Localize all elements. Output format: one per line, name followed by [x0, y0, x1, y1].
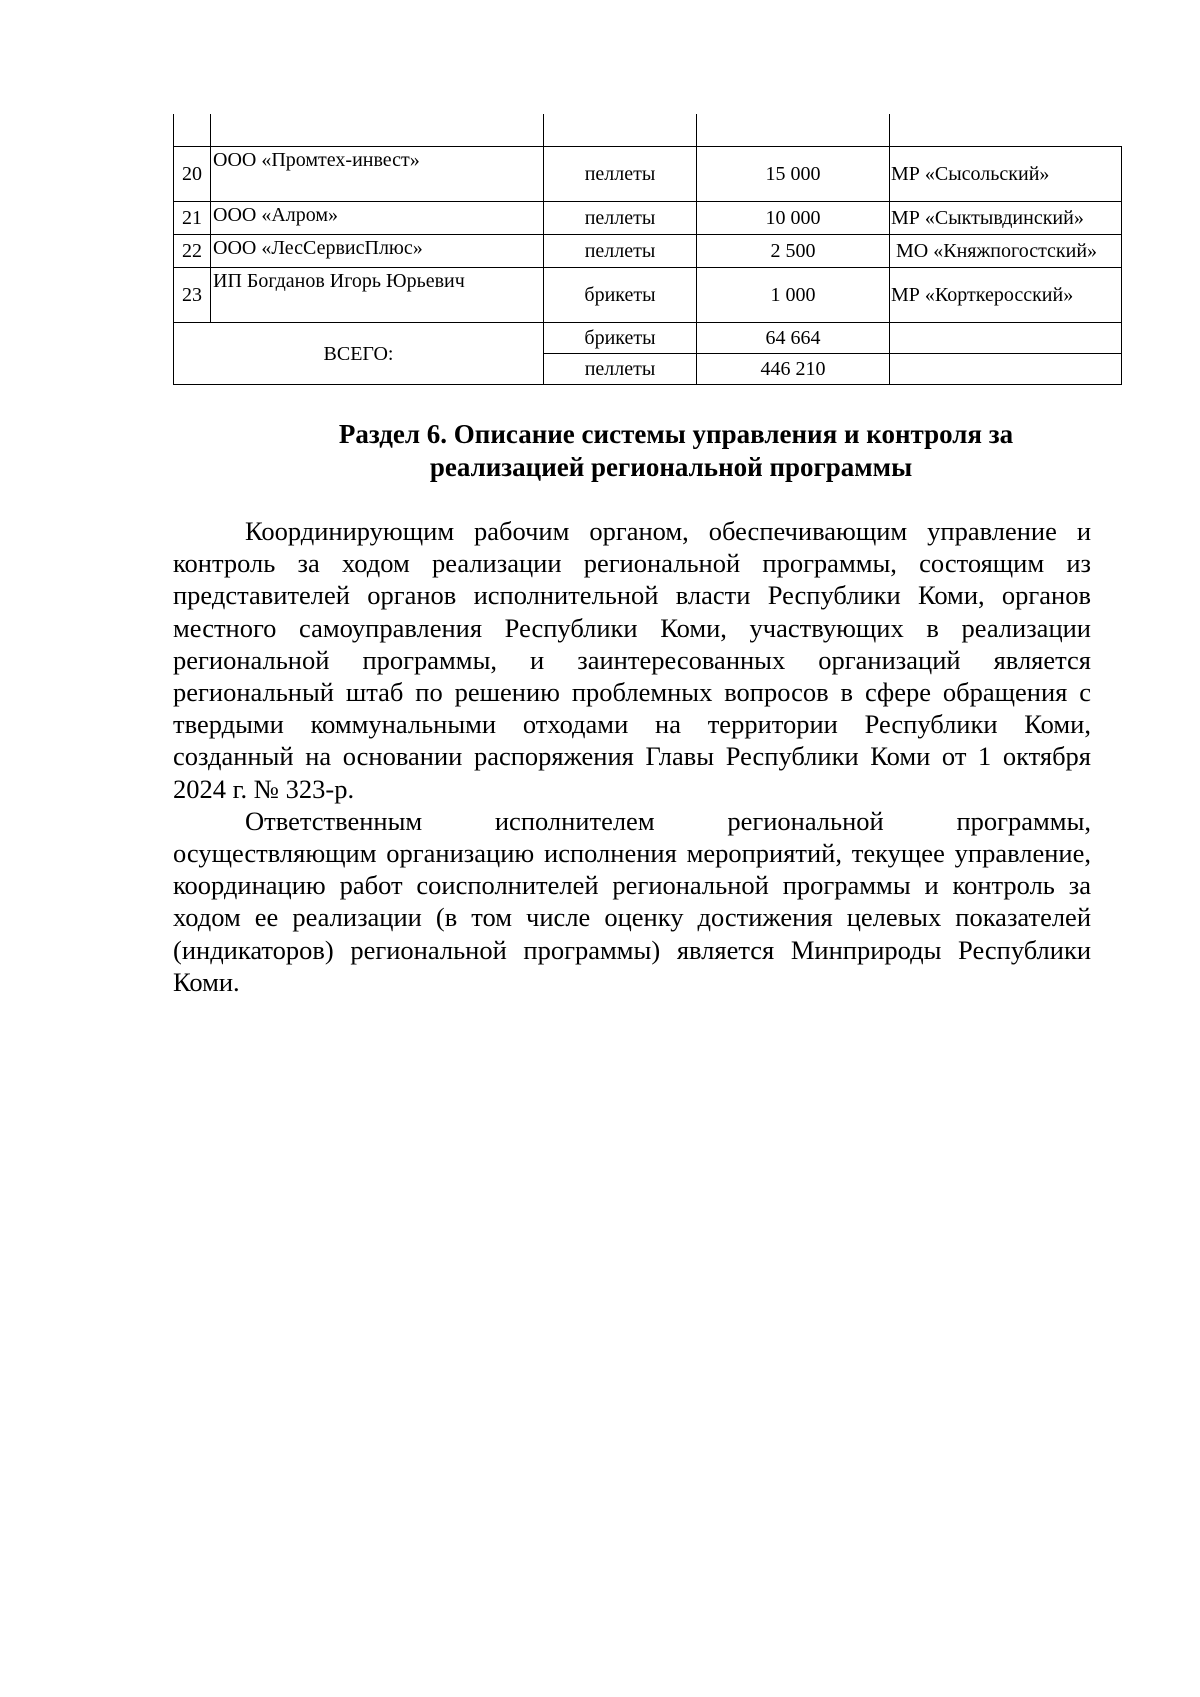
- volume: 2 500: [697, 235, 890, 268]
- district: МР «Корткеросский»: [890, 268, 1122, 323]
- organization-name: ООО «Промтех-инвест»: [211, 147, 544, 202]
- table-row-total: [174, 323, 1122, 354]
- fuel-type: брикеты: [544, 268, 697, 323]
- table-cell-empty: [890, 323, 1122, 354]
- table-row: [174, 268, 1122, 323]
- fuel-type: пеллеты: [544, 235, 697, 268]
- paragraph: Ответственным исполнителем региональной программы, осуществляющим организацию исполнения мероприятий, текущее управление, координацию работ соисполнителей региональной программы и контроль за ходом ее реализации (в том числе оценку достижения целевых показателей (индикаторов) региональной программы) является Минприроды Республики Коми.: [173, 805, 1091, 997]
- fuel-type: пеллеты: [544, 202, 697, 235]
- table-row: [174, 202, 1122, 235]
- table-cell-empty: [890, 114, 1122, 147]
- row-number: 22: [174, 235, 211, 268]
- table-cell-empty: [697, 114, 890, 147]
- section-heading: [173, 418, 1121, 484]
- table-cell-empty: [174, 114, 211, 147]
- district: МР «Сысольский»: [890, 147, 1122, 202]
- total-label: ВСЕГО:: [174, 323, 544, 385]
- district: МР «Сыктывдинский»: [890, 202, 1122, 235]
- total-fuel-type: пеллеты: [544, 354, 697, 385]
- volume: 10 000: [697, 202, 890, 235]
- volume: 15 000: [697, 147, 890, 202]
- section-title-line: Раздел 6. Описание системы управления и контроля за: [338, 419, 1014, 449]
- table-row: [174, 147, 1122, 202]
- district: МО «Княжпогостский»: [890, 235, 1122, 268]
- table-cell-empty: [211, 114, 544, 147]
- paragraph: Координирующим рабочим органом, обеспечивающим управление и контроль за ходом реализации региональной программы, состоящим из представителей органов исполнительной власти Республики Коми, органов местного самоуправления Республики Коми, участвующих в реализации региональной программы, и заинтересованных организаций является региональный штаб по решению проблемных вопросов в сфере обращения с твердыми коммунальными отходами на территории Республики Коми, созданный на основании распоряжения Главы Республики Коми от 1 октября 2024 г. № 323-р.: [173, 516, 1091, 804]
- organization-name: ООО «Алром»: [211, 202, 544, 235]
- section-title-line: реализацией региональной программы: [429, 452, 913, 482]
- organization-name: ИП Богданов Игорь Юрьевич: [211, 268, 544, 323]
- section-body: [173, 515, 1091, 998]
- row-number: 20: [174, 147, 211, 202]
- fuel-type: пеллеты: [544, 147, 697, 202]
- volume: 1 000: [697, 268, 890, 323]
- table-cell-empty: [544, 114, 697, 147]
- table-row: [174, 235, 1122, 268]
- row-number: 21: [174, 202, 211, 235]
- total-fuel-type: брикеты: [544, 323, 697, 354]
- row-number: 23: [174, 268, 211, 323]
- table-row-continuation: [174, 114, 1122, 147]
- producers-table: [173, 114, 1122, 385]
- organization-name: ООО «ЛесСервисПлюс»: [211, 235, 544, 268]
- total-volume: 64 664: [697, 323, 890, 354]
- total-volume: 446 210: [697, 354, 890, 385]
- table-cell-empty: [890, 354, 1122, 385]
